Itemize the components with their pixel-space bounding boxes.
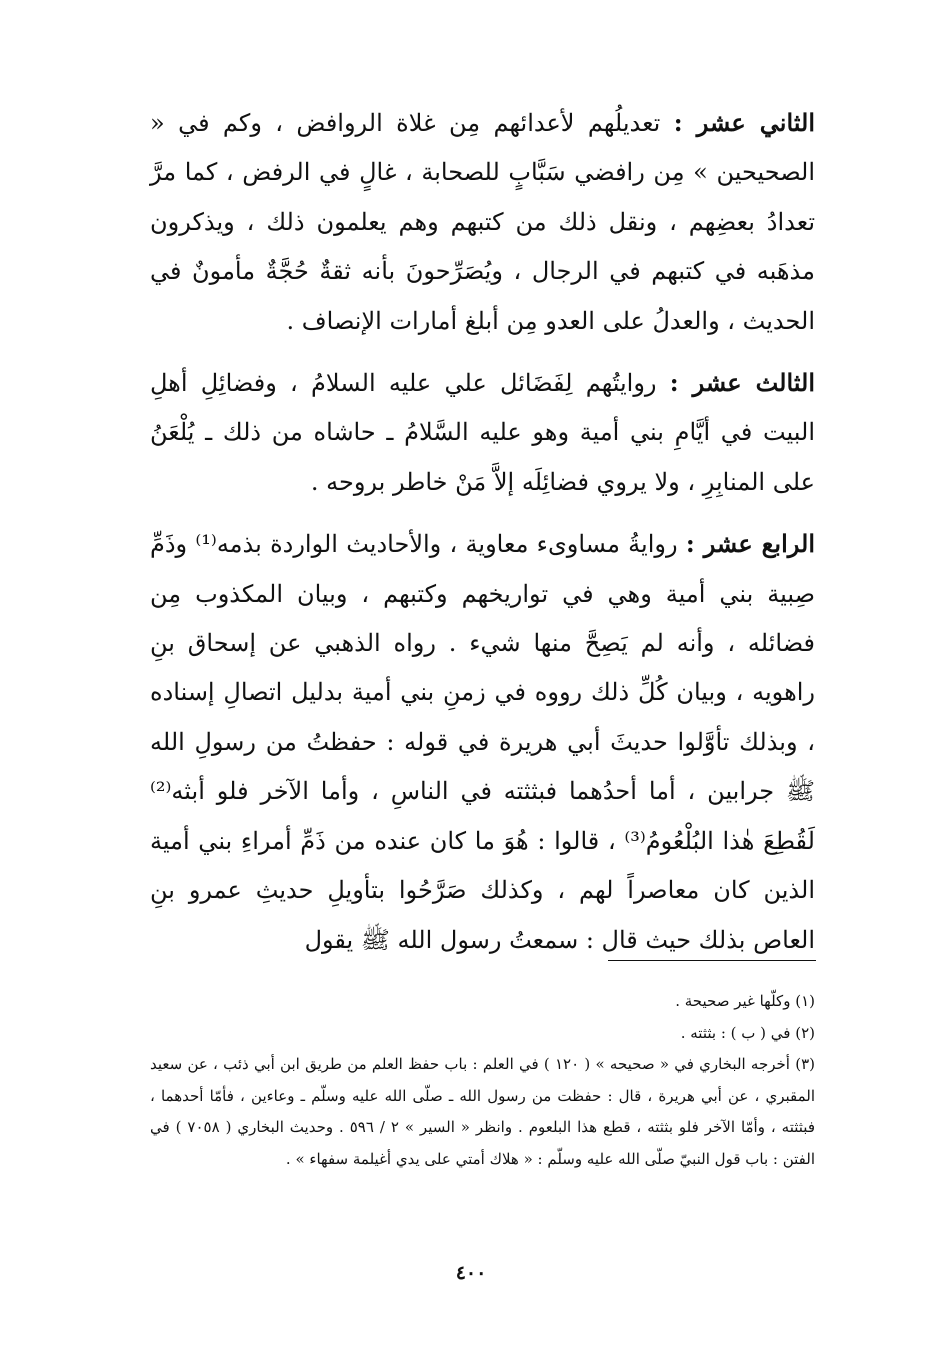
page-number: ٤٠٠ <box>455 1262 487 1284</box>
paragraph-text: روايةُ مساوىء معاوية ، والأحاديث الواردة بذمه⁽¹⁾ وذَمِّ صِبية بني أمية وهي في تواريخهم وكتبهم ، وبيان المكذوب مِن فضائله ، وأنه لم يَصِحَّ منها شيء . رواه الذهبي عن إسحاق بنِ راهويه ، وبيان كُلِّ ذلك رووه في زمنِ بني أمية بدليل اتصالِ إسناده ، وبذلك تأوَّلوا حديثَ أبي هريرة في قوله : حفظتُ من رسولِ الله ﷺ جرابين ، أما أحدُهما فبثثته في الناسِ ، وأما الآخر فلو أبثه⁽²⁾ لَقُطِعَ هٰذا البُلْعُومُ⁽³⁾ ، قالوا : هُوَ ما كان عنده من ذَمِّ أمراءِ بني أمية الذين كان معاصراً لهم ، وكذلك صَرَّحُوا بتأويلِ حديثِ عمرو بنِ العاص بذلك حيث قال : سمعتُ رسول الله ﷺ يقول <box>150 530 816 954</box>
paragraph-text: روايتُهم لِفَضَائل علي عليه السلامُ ، وفضائِلِ أهلِ البيت في أيَّامِ بني أمية وهو عليه السَّلامُ ـ حاشاه من ذلك ـ يُلْعَنُ على المنابِرِ ، ولا يروي فضائِلَه إلاَّ مَنْ خاطر بروحه . <box>150 369 815 496</box>
paragraph-thirteenth <box>150 358 815 507</box>
paragraph-heading: الثالث عشر : <box>669 368 815 398</box>
footnote-1: (١) وكلّها غير صحيحة . <box>675 992 815 1010</box>
paragraph-heading: الرابع عشر : <box>685 529 815 559</box>
paragraph-heading: الثاني عشر : <box>673 108 815 137</box>
footnote-2: (٢) في ( ب ) : بثثته . <box>680 1023 815 1042</box>
paragraph-fourteenth <box>150 519 815 965</box>
footnote-3: (٣) أخرجه البخاري في « صحيحه » ( ١٢٠ ) في العلم : باب حفظ العلم من طريق ابن أبي ذئب ، عن سعيد المقبري ، عن أبي هريرة ، قال : حفظت من رسول الله ـ صلّى الله عليه وسلّم ـ وعاءين ، فأمّا أحدهما ، فبثثته ، وأمّا الآخر فلو بثثته ، قطع هذا البلعوم . وانظر « السير » ٢ / ٥٩٦ . وحديث البخاري ( ٧٠٥٨ ) في الفتن : باب قول النبيّ صلّى الله عليه وسلّم : « هلاك أمتي على يدي أغيلمة سفهاء » . <box>150 1055 815 1168</box>
footnotes <box>150 986 815 1175</box>
paragraph-twelfth <box>150 98 815 346</box>
main-text <box>150 98 815 965</box>
paragraph-text: تعديلُهم لأعدائهم مِن غلاة الروافض ، وكم في « الصحيحين » مِن رافضي سَبَّابٍ للصحابة ، غالٍ في الرفض ، كما مرَّ تعدادُ بعضِهم ، ونقل ذلك من كتبهم وهم يعلمون ذلك ، ويذكرون مذهَبه في كتبهم في الرجال ، ويُصَرِّحونَ بأنه ثقةٌ حُجَّةٌ مأمونٌ في الحديث ، والعدلُ على العدو مِن أبلغ أمارات الإنصاف . <box>150 109 815 335</box>
footnote-separator <box>608 960 816 961</box>
